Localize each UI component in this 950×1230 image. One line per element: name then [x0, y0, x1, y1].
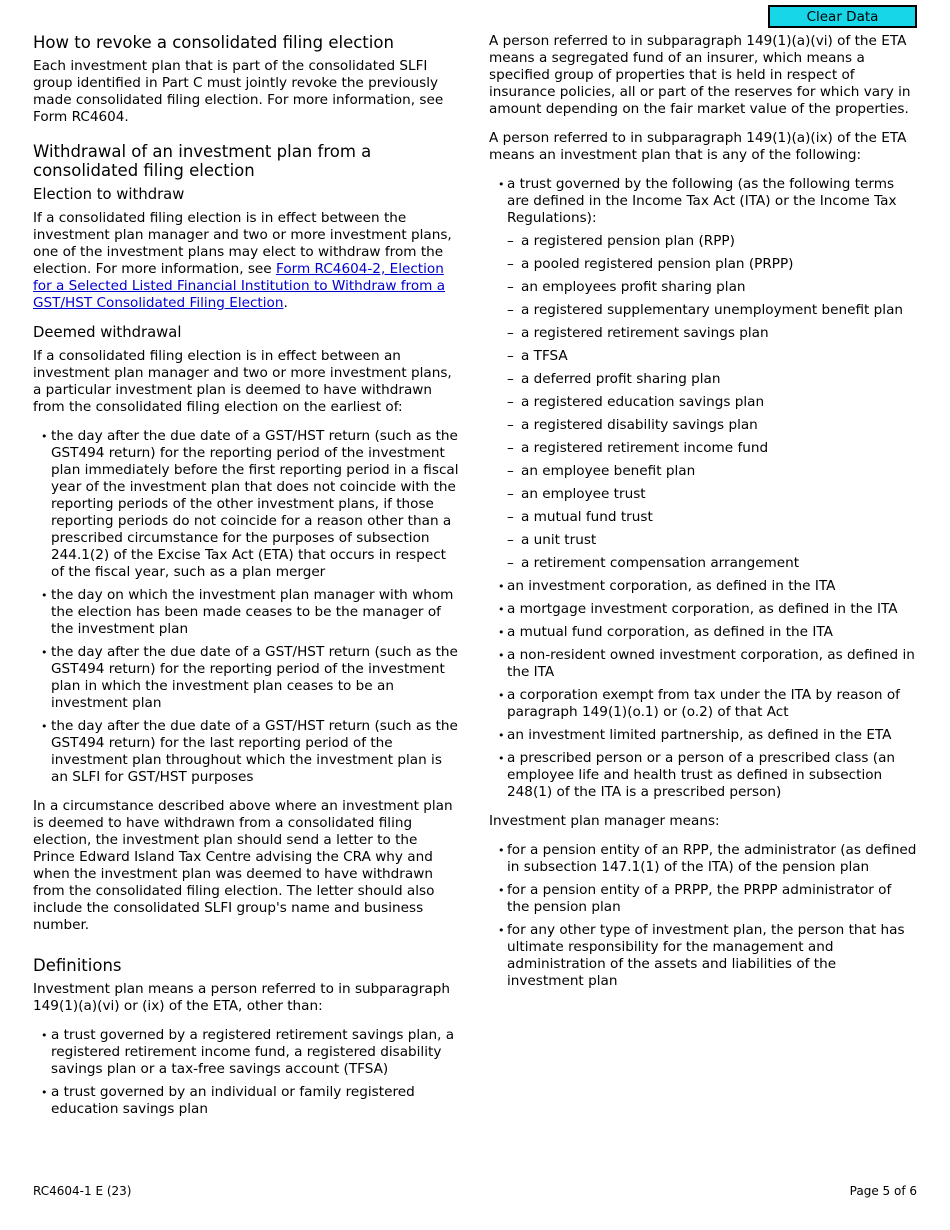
list-item: • a mutual fund corporation, as defined in the ITA	[489, 624, 917, 641]
deemed-body: If a consolidated filing election is in effect between an investment plan manager and two or more investment plans, a particular investment plan is deemed to have withdrawn from the consolidated filing election on the earliest of:	[33, 348, 452, 415]
list-item: – an employee trust	[507, 486, 917, 503]
para-vi: A person referred to in subparagraph 149(1)(a)(vi) of the ETA means a segregated fund of an insurer, which means a specified group of properties that is held in respect of insurance policies, all or part of the reserves for which vary in amount depending on the fair market value of the properties.	[489, 33, 911, 117]
list-item: – an employee benefit plan	[507, 463, 917, 480]
form-code: RC4604-1 E (23)	[33, 1184, 132, 1198]
election-body	[33, 210, 463, 312]
election-body-end: .	[283, 295, 288, 311]
form-rc4604-2-link[interactable]: Form RC4604-2, Election for a Selected Listed Financial Institution to Withdraw from a GST/HST Consolidated Filing Election	[33, 261, 446, 311]
list-item: – a registered retirement savings plan	[507, 325, 917, 342]
list-item: • for a pension entity of a PRPP, the PRPP administrator of the pension plan	[489, 882, 917, 916]
list-item: – an employees profit sharing plan	[507, 279, 917, 296]
trust-subitems-list	[507, 233, 917, 572]
list-item: • the day after the due date of a GST/HST return (such as the GST494 return) for the last reporting period of the investment plan throughout which the investment plan is an SLFI for GST/HST purposes	[33, 718, 463, 786]
manager-intro: Investment plan manager means:	[489, 813, 720, 829]
list-item: – a registered disability savings plan	[507, 417, 917, 434]
trust-item-text: a trust governed by the following (as the following terms are defined in the Income Tax Act (ITA) or the Income Tax Regulations):	[507, 176, 897, 226]
deemed-heading: Deemed withdrawal	[33, 324, 182, 341]
list-item: • a mortgage investment corporation, as defined in the ITA	[489, 601, 917, 618]
list-item: – a TFSA	[507, 348, 917, 365]
list-item: • for any other type of investment plan, the person that has ultimate responsibility for the management and administration of the assets and liabilities of the investment plan	[489, 922, 917, 990]
list-item: • a trust governed by an individual or family registered education savings plan	[33, 1084, 463, 1118]
revoke-heading: How to revoke a consolidated filing election	[33, 33, 394, 52]
list-item: – a mutual fund trust	[507, 509, 917, 526]
list-item: – a registered pension plan (RPP)	[507, 233, 917, 250]
revoke-body: Each investment plan that is part of the consolidated SLFI group identified in Part C must jointly revoke the previously made consolidated filing election. For more information, see Form RC4604.	[33, 58, 444, 125]
list-item: – a registered supplementary unemployment benefit plan	[507, 302, 917, 319]
para-ix: A person referred to in subparagraph 149(1)(a)(ix) of the ETA means an investment plan that is any of the following:	[489, 130, 907, 163]
election-heading: Election to withdraw	[33, 186, 185, 203]
right-column	[489, 33, 917, 1002]
circumstance-body: In a circumstance described above where an investment plan is deemed to have withdrawn from a consolidated filing election, the investment plan should send a letter to the Prince Edward Island Tax Centre advising the CRA why and when the investment plan was deemed to have withdrawn from the consolidated filing election. The letter should also include the consolidated SLFI group's name and business number.	[33, 798, 453, 933]
definitions-intro: Investment plan means a person referred to in subparagraph 149(1)(a)(vi) or (ix) of the ETA, other than:	[33, 981, 450, 1014]
list-item: • a corporation exempt from tax under the ITA by reason of paragraph 149(1)(o.1) or (o.2) of that Act	[489, 687, 917, 721]
list-item: • a non-resident owned investment corporation, as defined in the ITA	[489, 647, 917, 681]
manager-list	[489, 842, 917, 990]
deemed-list	[33, 428, 463, 786]
investment-plan-types-list	[489, 176, 917, 801]
list-item: • an investment limited partnership, as defined in the ETA	[489, 727, 917, 744]
list-item: – a pooled registered pension plan (PRPP)	[507, 256, 917, 273]
list-item: • the day after the due date of a GST/HST return (such as the GST494 return) for the reporting period of the investment plan immediately before the first reporting period in a fiscal year of the investment plan that does not coincide with the reporting periods of the other investment plans, if those reporting periods do not coincide for a reason other than a prescribed circumstance for the purposes of subsection 244.1(2) of the Excise Tax Act (ETA) that occurs in respect of the fiscal year, such as a plan merger	[33, 428, 463, 581]
list-item: – a unit trust	[507, 532, 917, 549]
list-item: – a registered education savings plan	[507, 394, 917, 411]
left-column	[33, 33, 463, 1130]
list-item: • the day on which the investment plan manager with whom the election has been made ceases to be the manager of the investment plan	[33, 587, 463, 638]
list-item: • the day after the due date of a GST/HST return (such as the GST494 return) for the reporting period of the investment plan in which the investment plan ceases to be an investment plan	[33, 644, 463, 712]
definitions-heading: Definitions	[33, 956, 122, 975]
clear-data-button[interactable]: Clear Data	[768, 5, 917, 28]
list-item: – a deferred profit sharing plan	[507, 371, 917, 388]
list-item: • for a pension entity of an RPP, the administrator (as defined in subsection 147.1(1) of the ITA) of the pension plan	[489, 842, 917, 876]
list-item	[489, 176, 917, 572]
list-item: • a trust governed by a registered retirement savings plan, a registered retirement income fund, a registered disability savings plan or a tax-free savings account (TFSA)	[33, 1027, 463, 1078]
election-body-text: If a consolidated filing election is in effect between the investment plan manager and two or more investment plans, one of the investment plans may elect to withdraw from the election. For more information, see	[33, 210, 452, 277]
list-item: • a prescribed person or a person of a prescribed class (an employee life and health trust as defined in subsection 248(1) of the ITA is a prescribed person)	[489, 750, 917, 801]
list-item: – a retirement compensation arrangement	[507, 555, 917, 572]
definitions-list	[33, 1027, 463, 1118]
list-item: • an investment corporation, as defined in the ITA	[489, 578, 917, 595]
withdrawal-heading: Withdrawal of an investment plan from a consolidated filing election	[33, 142, 372, 180]
list-item: – a registered retirement income fund	[507, 440, 917, 457]
page-number: Page 5 of 6	[849, 1184, 917, 1198]
